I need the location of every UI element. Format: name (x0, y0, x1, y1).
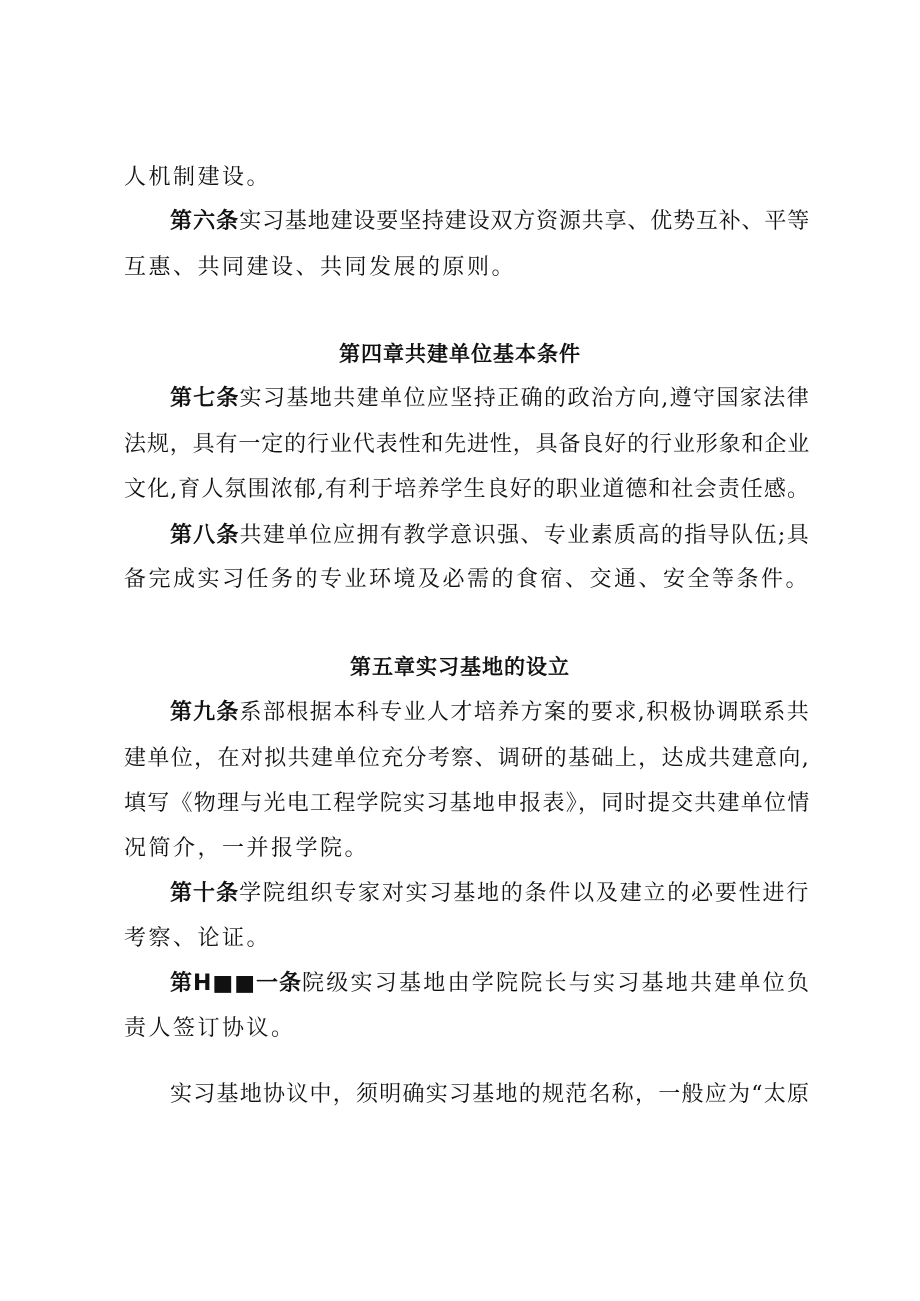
article-6-text-cont: 互惠、共同建设、共同发展的原则。 (124, 255, 517, 280)
article-9-text-cont: 填写《物理与光电工程学院实习基地申报表》，同时提交共建单位情 (124, 791, 811, 816)
paragraph-agreement-text: 实习基地协议中，须明确实习基地的规范名称，一般应为“太原 (170, 1082, 811, 1107)
article-7-line-1 (170, 381, 810, 417)
article-11-text: 院级实习基地由学院院长与实习基地共建单位负 (302, 971, 812, 996)
article-7-text-cont: 法规，具有一定的行业代表性和先进性，具备良好的行业形象和企业 (124, 432, 810, 457)
article-7-text: 实习基地共建单位应坚持正确的政治方向,遵守国家法律 (239, 386, 810, 411)
article-8-line-2 (124, 562, 810, 598)
article-6-line-1 (170, 204, 810, 240)
article-6-line-2 (124, 250, 810, 286)
article-11-label: 第H■■一条 (170, 971, 302, 996)
body-text-line (124, 160, 810, 196)
article-7-text-cont: 文化,育人氛围浓郁,有利于培养学生良好的职业道德和社会责任感。 (124, 477, 810, 502)
chapter-5-title: 第五章实习基地的设立 (350, 655, 570, 679)
article-9-line-1 (170, 695, 810, 731)
article-8-label: 第八条 (170, 523, 240, 548)
continuation-text: 人机制建设。 (124, 165, 272, 190)
article-10-label: 第十条 (170, 881, 240, 906)
article-9-text-cont: 建单位，在对拟共建单位充分考察、调研的基础上，达成共建意向, (124, 746, 810, 771)
article-8-text: 共建单位应拥有教学意识强、专业素质高的指导队伍;具 (239, 523, 810, 548)
article-10-line-2 (124, 921, 810, 957)
article-8-line-1 (170, 518, 810, 554)
article-10-text: 学院组织专家对实习基地的条件以及建立的必要性进行 (239, 881, 810, 906)
article-9-line-4 (124, 831, 810, 867)
article-10-line-1 (170, 876, 810, 912)
article-9-text: 系部根据本科专业人才培养方案的要求,积极协调联系共 (239, 700, 810, 725)
article-7-line-2 (124, 427, 810, 463)
chapter-4-title: 第四章共建单位基本条件 (339, 342, 581, 366)
article-7-label: 第七条 (170, 386, 240, 411)
paragraph-agreement (170, 1077, 810, 1113)
article-11-line-1 (170, 966, 810, 1002)
article-8-text-cont: 备完成实习任务的专业环境及必需的食宿、交通、安全等条件。 (124, 567, 811, 592)
article-9-text-cont: 况简介，一并报学院。 (124, 836, 370, 861)
article-11-text-cont: 责人签订协议。 (124, 1016, 296, 1041)
article-9-label: 第九条 (170, 700, 240, 725)
article-9-line-2 (124, 741, 810, 777)
article-11-line-2 (124, 1011, 810, 1047)
article-7-line-3 (124, 472, 810, 508)
article-10-text-cont: 考察、论证。 (124, 926, 272, 951)
article-6-text: 实习基地建设要坚持建设双方资源共享、优势互补、平等 (239, 209, 810, 234)
article-9-line-3 (124, 786, 810, 822)
article-6-label: 第六条 (170, 209, 240, 234)
